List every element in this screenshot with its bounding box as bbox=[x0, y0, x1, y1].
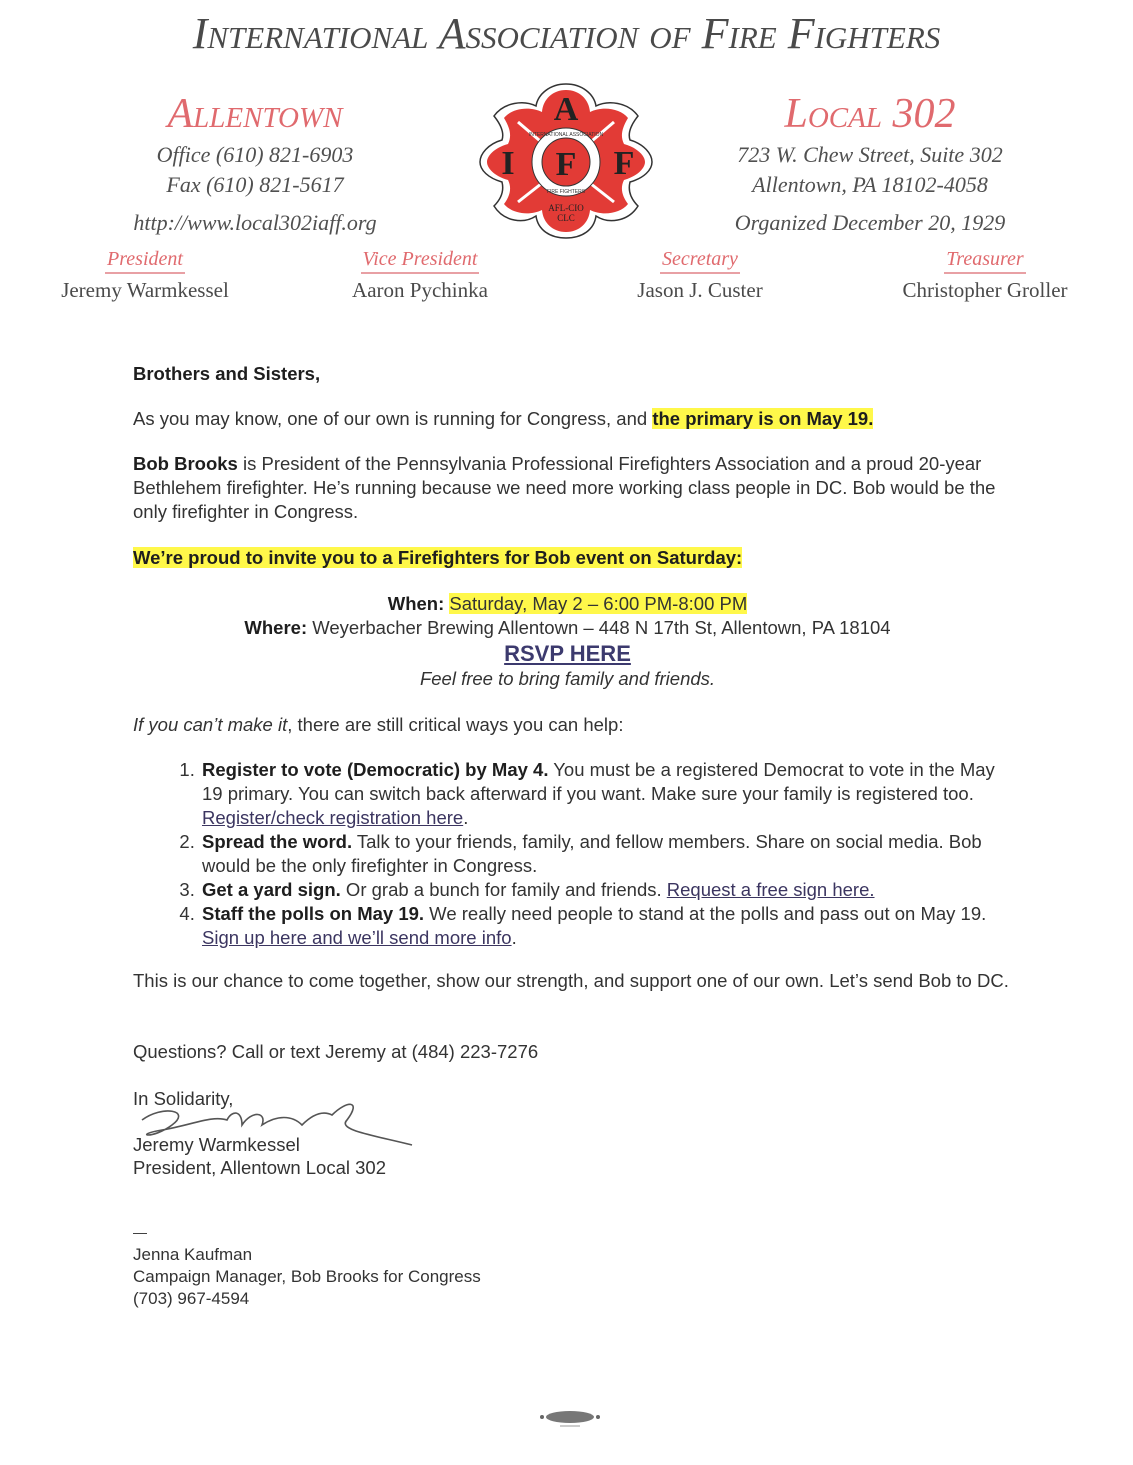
logo-letter-i: I bbox=[501, 145, 515, 182]
logo-letter-f-center: F bbox=[555, 146, 577, 183]
logo-clc: CLC bbox=[557, 213, 575, 223]
street-address: 723 W. Chew Street, Suite 302 bbox=[737, 142, 1003, 167]
officer-title: President bbox=[105, 248, 185, 274]
cc-name: Jenna Kaufman bbox=[133, 1245, 253, 1264]
officers-row bbox=[0, 248, 1133, 318]
registration-link[interactable]: Register/check registration here bbox=[202, 807, 464, 828]
action-item: 2. Spread the word. Talk to your friends, family, and fellow members. Share on social media. Bob would be the only firefighter in Congress. bbox=[200, 830, 1013, 878]
officer-name: Jason J. Custer bbox=[637, 278, 763, 302]
logo-ring-top: INTERNATIONAL ASSOCIATION bbox=[528, 132, 604, 138]
officer-title: Secretary bbox=[660, 248, 740, 274]
signer-title: President, Allentown Local 302 bbox=[133, 1157, 387, 1178]
organized-date: Organized December 20, 1929 bbox=[734, 210, 1006, 235]
officer-president bbox=[40, 248, 250, 303]
paragraph-candidate: Bob Brooks is President of the Pennsylvania Professional Firefighters Association and a proud 20-year Bethlehem firefighter. He’s running because we need more working class people in DC. Bob would be the only firefighter in Congress. bbox=[133, 453, 996, 522]
city-state-zip: Allentown, PA 18102-4058 bbox=[752, 172, 988, 197]
candidate-name: Bob Brooks bbox=[133, 453, 238, 474]
officer-vice-president bbox=[315, 248, 525, 303]
officer-name: Aaron Pychinka bbox=[352, 278, 488, 302]
event-note: Feel free to bring family and friends. bbox=[419, 668, 716, 689]
event-details bbox=[100, 592, 1035, 691]
local-number: Local 302 bbox=[784, 91, 956, 137]
website-link[interactable]: http://www.local302iaff.org bbox=[133, 210, 377, 235]
officer-name: Jeremy Warmkessel bbox=[61, 278, 229, 302]
officer-title: Treasurer bbox=[944, 248, 1025, 274]
city-name: Allentown bbox=[167, 91, 343, 137]
signoff: In Solidarity, bbox=[133, 1088, 234, 1109]
closing-paragraph: This is our chance to come together, show our strength, and support one of our own. Let’s send Bob to DC. bbox=[133, 970, 1009, 991]
union-contact-block bbox=[100, 88, 410, 238]
cc-phone: (703) 967-4594 bbox=[133, 1289, 250, 1308]
action-item: 4. Staff the polls on May 19. We really need people to stand at the polls and pass out on May 19. Sign up here and we’ll send more info. bbox=[200, 902, 1013, 950]
logo-ring-bottom: FIRE FIGHTERS bbox=[546, 189, 586, 195]
signer-name: Jeremy Warmkessel bbox=[133, 1134, 300, 1155]
invite-line: We’re proud to invite you to a Firefighters for Bob event on Saturday: bbox=[133, 547, 743, 568]
action-list bbox=[133, 758, 1013, 950]
poll-signup-link[interactable]: Sign up here and we’ll send more info bbox=[202, 927, 512, 948]
logo-afl-cio: AFL-CIO bbox=[548, 203, 584, 213]
fax-number: Fax (610) 821-5617 bbox=[166, 172, 344, 197]
union-bug-icon bbox=[538, 1408, 602, 1430]
officer-title: Vice President bbox=[361, 248, 480, 274]
separator: — bbox=[133, 1224, 147, 1240]
questions-line: Questions? Call or text Jeremy at (484) 223-7276 bbox=[133, 1041, 539, 1062]
event-where: Where: Weyerbacher Brewing Allentown – 448 N 17th St, Allentown, PA 18104 bbox=[244, 617, 891, 638]
action-item: 3. Get a yard sign. Or grab a bunch for family and friends. Request a free sign here. bbox=[200, 878, 1013, 902]
cc-title: Campaign Manager, Bob Brooks for Congress bbox=[133, 1267, 481, 1286]
iaff-maltese-cross-logo bbox=[478, 82, 654, 240]
officer-secretary bbox=[595, 248, 805, 303]
action-item: 1. Register to vote (Democratic) by May 4. You must be a registered Democrat to vote in the May 19 primary. You can switch back afterward if you want. Make sure your family is registered too. Register/check registration here. bbox=[200, 758, 1013, 830]
yard-sign-link[interactable]: Request a free sign here. bbox=[666, 879, 875, 900]
masthead: International Association of Fire Fighters bbox=[192, 9, 941, 58]
officer-treasurer bbox=[880, 248, 1090, 303]
logo-letter-f-right: F bbox=[613, 145, 635, 182]
local-address-block bbox=[700, 88, 1040, 238]
rsvp-link[interactable]: RSVP HERE bbox=[504, 641, 631, 666]
help-intro: If you can’t make it, there are still critical ways you can help: bbox=[133, 714, 624, 735]
logo-letter-a: A bbox=[553, 91, 579, 128]
greeting: Brothers and Sisters, bbox=[133, 363, 321, 384]
primary-date-highlight: the primary is on May 19. bbox=[652, 408, 874, 429]
paragraph-primary: As you may know, one of our own is running for Congress, and the primary is on May 19. bbox=[133, 408, 874, 429]
event-when: When: Saturday, May 2 – 6:00 PM-8:00 PM bbox=[387, 593, 748, 614]
officer-name: Christopher Groller bbox=[902, 278, 1068, 302]
office-phone: Office (610) 821-6903 bbox=[156, 142, 354, 167]
